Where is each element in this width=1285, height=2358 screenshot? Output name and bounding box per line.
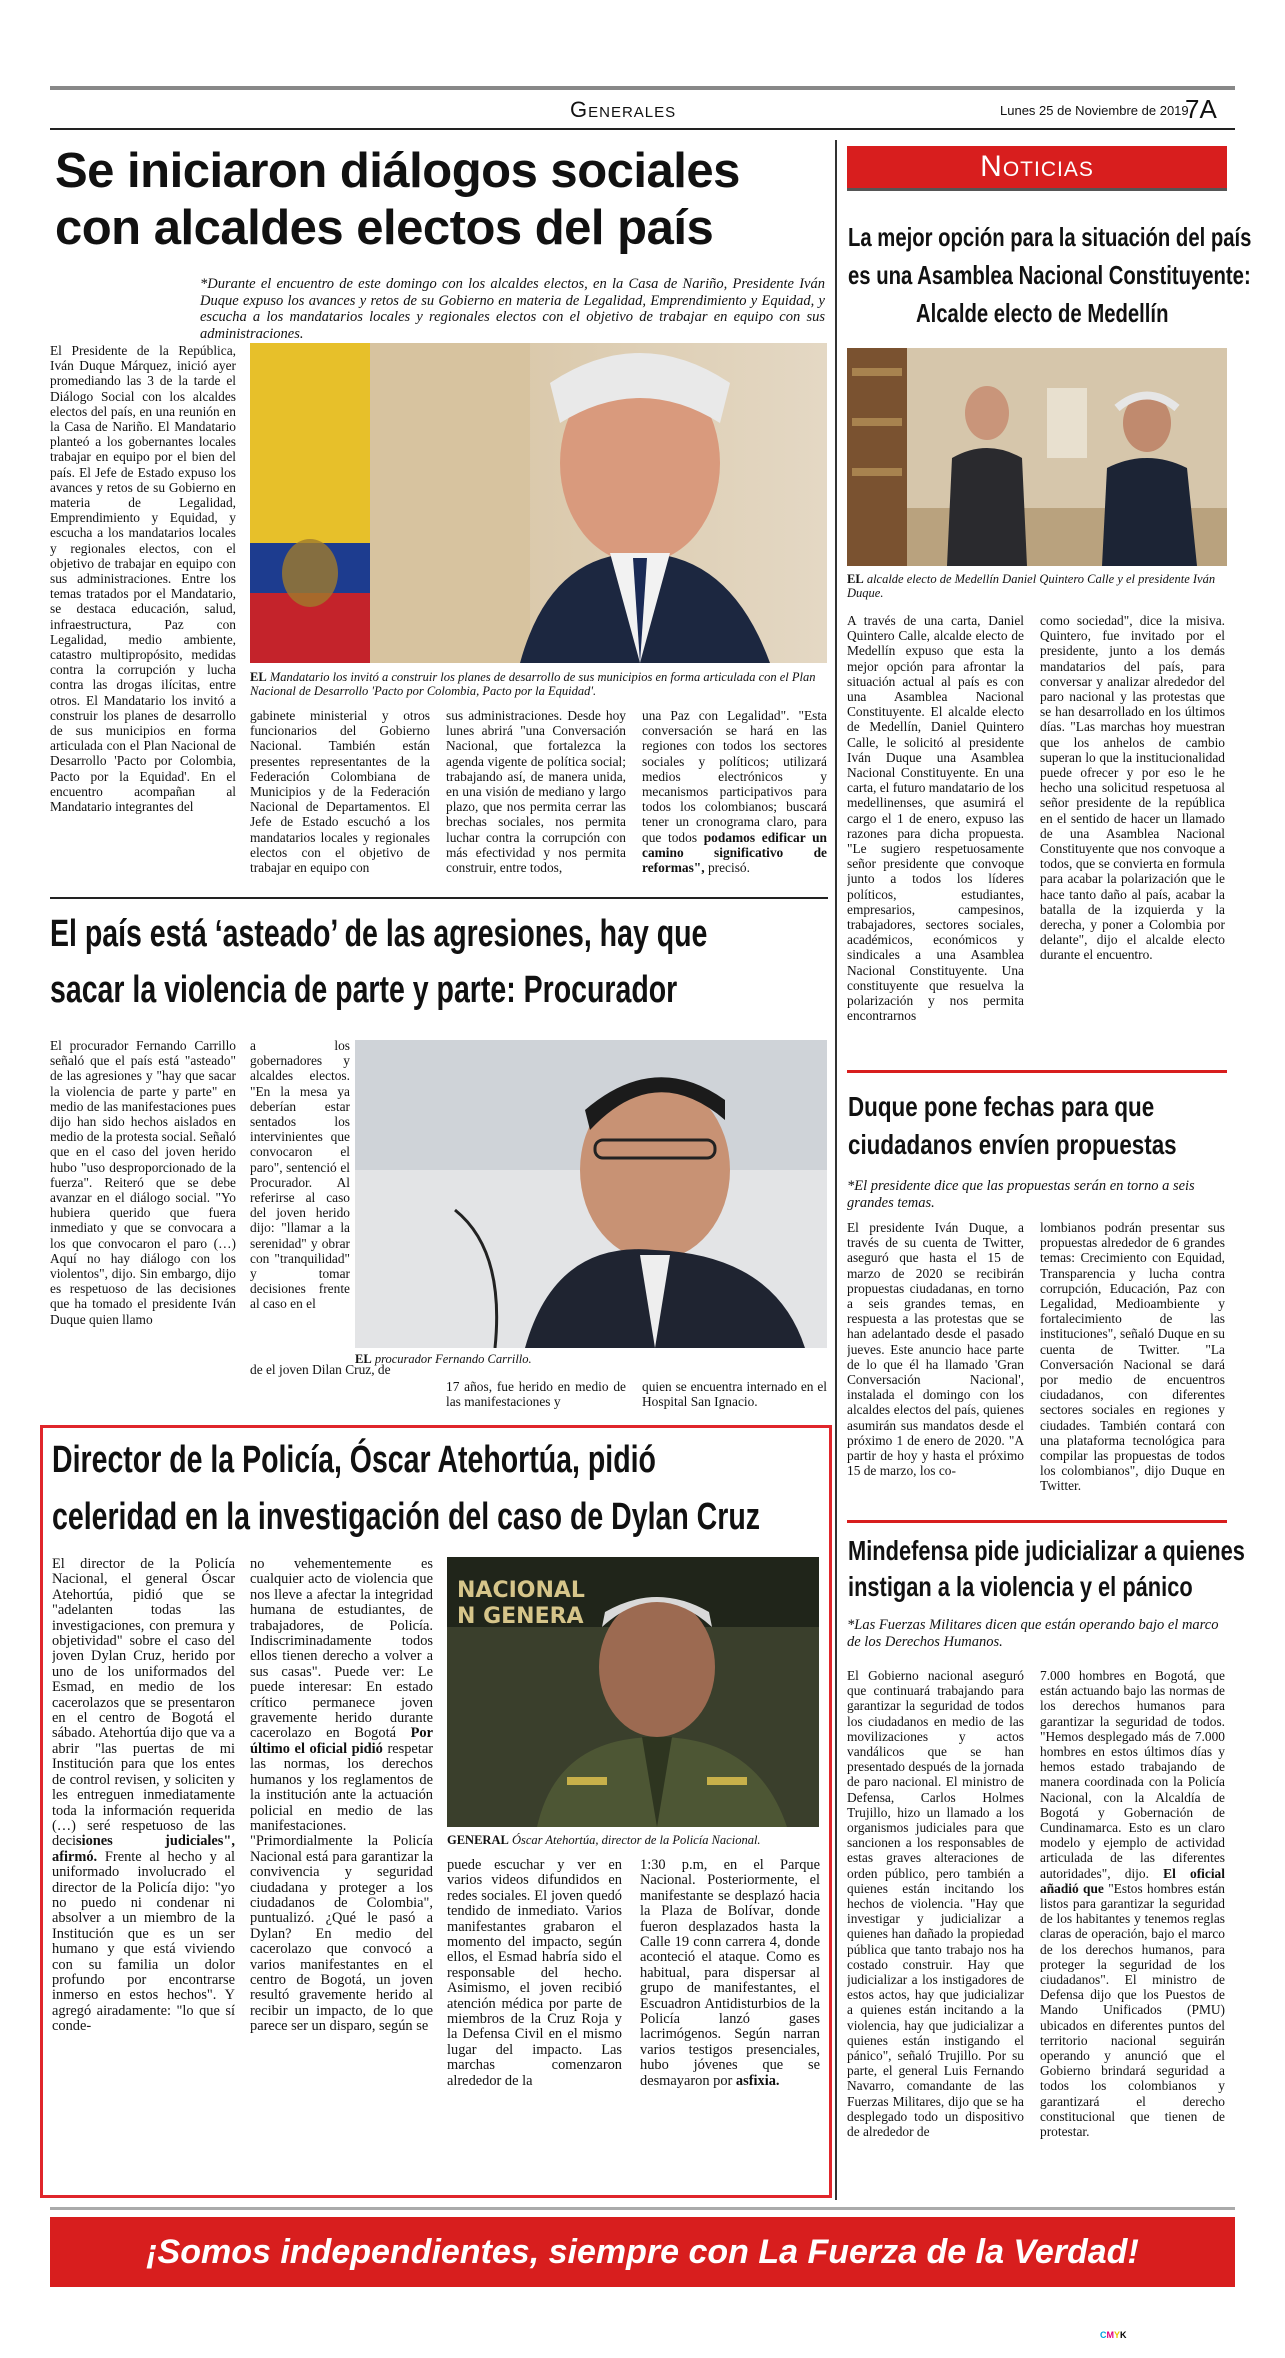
article1-photo bbox=[250, 343, 827, 663]
slogan-text: ¡Somos independientes, siempre con La Fuerza de la Verdad! bbox=[146, 2233, 1139, 2271]
article3-col4: 1:30 p.m, en el Parque Nacional. Posteriormente, el manifestante se desplazó hacia la Plaza de Bolívar, donde fueron desplazados hasta la Calle 19 conn carrera 4, donde aconteció el ataque. Como es habitual, para dispersar al grupo de manifestantes, el Escuadron Antidisturbios de la Policía lanzó gases lacrimógenos. Según narran varios testigos presenciales, hubo jóvenes que se desmayaron por asfixia. bbox=[640, 1858, 820, 2089]
article3-col3: puede escuchar y ver en varios videos difundidos en redes sociales. El joven quedó tendido de inmediato. Varios manifestantes grabaron el momento del impacto, según ellos, el Esmad habría sido el responsable del hecho. Asimismo, el joven recibió atención médica por parte de miembros de la Cruz Roja y la Defensa Civil en el mismo lugar del impacto. Las marchas comenzaron alrededor de la bbox=[447, 1858, 622, 2089]
article1-title-line2: con alcaldes electos del país bbox=[55, 201, 714, 255]
article2-col3: 17 años, fue herido en medio de las manifestaciones y bbox=[446, 1379, 626, 1410]
article1-col3: sus administraciones. Desde hoy lunes abrirá "una Conversación Nacional, que fortalezca la agenda vigente de política social; trabajando así, de manera unida, en una visión de mediano y largo plazo, que nos permita cerrar las brechas sociales, nos permita luchar contra la corrupción con más efectividad y nos permita construir, entre todos, bbox=[446, 708, 626, 876]
side1-caption: EL alcalde electo de Medellín Daniel Quintero Calle y el presidente Iván Duque. bbox=[847, 572, 1216, 600]
article2-title-line1: El país está ‘asteado’ de las agresiones, hay que bbox=[50, 913, 708, 955]
header-rule bbox=[50, 128, 1235, 130]
side3-title-line1: Mindefensa pide judicializar a quienes bbox=[848, 1535, 1245, 1566]
cmyk-mark: CMYK bbox=[1100, 2330, 1127, 2340]
noticias-label: Noticias bbox=[980, 150, 1094, 183]
background-sign-text-1: NACIONAL bbox=[457, 1578, 585, 1603]
article1-title-line1: Se iniciaron diálogos sociales bbox=[55, 144, 740, 198]
side1-col1: A través de una carta, Daniel Quintero Calle, alcalde electo de Medellín expuso que esta la mejor opción para afrontar la situación actual al país es con una Asamblea Nacional Constituyente. El alcalde electo de Medellín, Daniel Quintero Calle, le solicitó al presidente Iván Duque una Asamblea Nacional Constituyente. En una carta, el futuro mandatario de los medellinenses, que asumirá el cargo el 1 de enero, expuso las razones para dicha propuesta. "Le sugiero respetuosamente señor presidente que convoque junto a todos los líderes políticos, estudiantes, empresarios, campesinos, trabajadores, sectores sociales, académicos, económicos y sindicales a una Asamblea Nacional Constituyente. Una constituyente que resuelva la polarización y nos permita encontrarnos bbox=[847, 613, 1024, 1024]
side3-title-line2: instigan a la violencia y el pánico bbox=[848, 1571, 1193, 1602]
side1-title-line1: La mejor opción para la situación del país bbox=[848, 222, 1252, 252]
article3-col1: El director de la Policía Nacional, el general Óscar Atehortúa, pidió que se "adelanten todas las investigaciones, con premura y objetividad" sobre el caso del joven Dylan Cruz, herido por uno de los uniformados del Esmad, en medio de los cacerolazos que se presentaron en el centro de Bogotá el sábado. Atehortúa dijo que va a abrir "las puertas de mi Institución para que los entes de control revisen, y soliciten y les entreguen inmediatamente toda la información requerida (…) seré respetuoso de las decisiones judiciales", afirmó. Frente al hecho y al uniformado involucrado el director de la Policía dijo: "yo no puedo ni condenar ni absolver a un miembro de la Institución que es un ser humano y que está viviendo con su familia un dolor profundo por encontrarse inmerso en estos hechos". Y agregó airadamente: "lo que sí conde- bbox=[52, 1557, 235, 2035]
article1-col2: gabinete ministerial y otros funcionarios del Gobierno Nacional. También están presentes representantes de la Federación Colombiana de Municipios y de la Federación Nacional de Departamentos. El Jefe de Estado escuchó a los mandatarios locales y regionales electos con el objetivo de trabajar en equipo con bbox=[250, 708, 430, 876]
article1-bottom-rule bbox=[50, 897, 828, 899]
side3-lead: *Las Fuerzas Militares dicen que están operando bajo el marco de los Derechos Humanos. bbox=[847, 1617, 1219, 1650]
article2-col1: El procurador Fernando Carrillo señaló que el país está "asteado" de las agresiones y "hay que sacar la violencia de parte y parte" en medio de las manifestaciones pues dijo han sido hechos aislados en medio de la protesta social. Señaló que en el caso del joven herido hubo "uso desproporcionado de la fuerza". Reiteró que se debe avanzar en el diálogo social. "Yo hubiera querido que fuera inmediato y que se convocara a los que convocaron el paro (…) Aquí no hay diálogo con los violentos", dijo. Sin embargo, dijo es respetuoso de las decisiones que ha tomado el presidente Iván Duque quien llamo bbox=[50, 1038, 236, 1327]
side2-lead: *El presidente dice que las propuestas serán en torno a seis grandes temas. bbox=[847, 1178, 1195, 1211]
side1-title-line3: Alcalde electo de Medellín bbox=[916, 298, 1169, 328]
footer-top-rule bbox=[50, 2207, 1235, 2210]
side2-title-line1: Duque pone fechas para que bbox=[848, 1091, 1155, 1122]
article2-title-line2: sacar la violencia de parte y parte: Procurador bbox=[50, 969, 678, 1011]
slogan-banner bbox=[50, 2217, 1235, 2287]
article3-title-line1: Director de la Policía, Óscar Atehortúa, pidió bbox=[52, 1439, 656, 1481]
general-photo-illustration bbox=[447, 1557, 819, 1827]
noticias-banner bbox=[847, 146, 1227, 191]
article2-photo bbox=[355, 1040, 827, 1348]
side2-col2: lombianos podrán presentar sus propuestas alrededor de 6 grandes temas: Crecimiento con Equidad, Transparencia y lucha contra corrupción, Educación, Paz con Legalidad, Medioambiente y fortalecimiento de las instituciones", señaló Duque en su cuenta de Twitter. "La Conversación Nacional se dará por medio de encuentros ciudadanos, con diferentes sectores sociales en regiones y ciudades. También contará con una plataforma tecnológica para compilar las propuestas de todos los colombianos", dijo Duque en Twitter. bbox=[1040, 1220, 1225, 1494]
top-rule bbox=[50, 86, 1235, 90]
side1-col2: como sociedad", dice la misiva. Quintero, fue invitado por el presidente, junto a los demás mandatarios del país, para conversar y analizar alrededor del paro nacional y las protestas que se han desarrollado en los últimos días. "Las marchas hoy muestran que los anhelos de cambio superan lo que la institucionalidad puede ofrecer y por eso le he hecho una solicitud respetuosa al señor presidente de la república en el sentido de hacer un llamado de una Asamblea Nacional Constituyente que nos convoque a todos, que se convierta en formula para acabar la polarización que le hace tanto daño al país, acabar la batalla de la izquierda y la derecha, y poner a Colombia por delante", dijo el alcalde electo durante el encuentro. bbox=[1040, 613, 1225, 963]
article2-col2: a los gobernadores y alcaldes electos. "En la mesa ya deberían estar sentados los intervinientes que convocaron el paro", sentenció el Procurador. Al referirse al caso del joven herido dijo: "llamar a la serenidad" y obrar con "tranquilidad" y tomar decisiones frente al caso en el bbox=[250, 1038, 350, 1312]
article2-caption: EL procurador Fernando Carrillo. bbox=[355, 1352, 532, 1366]
side1-photo bbox=[847, 348, 1227, 566]
article3-photo bbox=[447, 1557, 819, 1827]
article2-col4: quien se encuentra internado en el Hospital San Ignacio. bbox=[642, 1379, 827, 1410]
procurador-photo-illustration bbox=[355, 1040, 827, 1348]
background-sign-text-2: N GENERA bbox=[457, 1604, 584, 1629]
article3-caption: GENERAL Óscar Atehortúa, director de la Policía Nacional. bbox=[447, 1833, 761, 1847]
section-header: Generales bbox=[570, 97, 677, 122]
side1-bottom-rule bbox=[847, 1070, 1227, 1073]
article1-col1: El Presidente de la República, Iván Duque Márquez, inició ayer promediando las 3 de la tarde el Diálogo Social con los alcaldes electos del país, en una reunión en la Casa de Nariño. El Mandatario planteó a los gobernantes locales trabajar en equipo por el bien del país. El Jefe de Estado expuso los avances y retos de su Gobierno en materia de Legalidad, Emprendimiento y Equidad, y escucha a los mandatarios locales y regionales electos, con el objetivo de trabajar en equipo con sus administraciones. Entre los temas tratados por el Mandatario, se destaca educación, salud, infraestructura, Paz con Legalidad, medio ambiente, catastro multipropósito, medidas contra la corrupción y lucha contra las drogas ilícitas, entre otros. El Mandatario los invitó a construir los planes de desarrollo de sus municipios en forma articulada con el Plan Nacional de Desarrollo 'Pacto por Colombia, Pacto por la Equidad'. En el encuentro acompañan al Mandatario integrantes del bbox=[50, 343, 236, 815]
column-divider bbox=[835, 140, 837, 2200]
side1-title-line2: es una Asamblea Nacional Constituyente: bbox=[848, 260, 1251, 290]
side2-bottom-rule bbox=[847, 1520, 1227, 1523]
duque-photo-illustration bbox=[250, 343, 827, 663]
meeting-photo-illustration bbox=[847, 348, 1227, 566]
page-date: Lunes 25 de Noviembre de 2019 bbox=[1000, 103, 1189, 118]
side3-col2: 7.000 hombres en Bogotá, que están actuando bajo las normas de los derechos humanos para garantizar la seguridad de todos. "Hemos desplegado más de 7.000 hombres en estos últimos días y hemos estado trabajando de manera coordinada con la Policía Nacional, con la Alcaldía de Bogotá y Gobernación de Cundinamarca. Esto es un claro modelo y ejemplo de actividad articulada de las diferentes autoridades", dijo. El oficial añadió que "Estos hombres están listos para garantizar la seguridad de los habitantes y tenemos reglas claras de operación, bajo el marco de los derechos humanos, para proteger la seguridad de los ciudadanos". El ministro de Defensa dijo que los Puestos de Mando Unificados (PMU) ubicados en diferentes puntos del territorio nacional seguirán operando y anunció que el Gobierno brindará seguridad a todos los colombianos y garantizará el derecho constitucional que tienen de protestar. bbox=[1040, 1668, 1225, 2140]
article2-col2-end: de el joven Dilan Cruz, de bbox=[250, 1362, 391, 1377]
article1-caption: EL Mandatario los invitó a construir los planes de desarrollo de sus municipios en forma articulada con el Plan Nacional de Desarrollo 'Pacto por Colombia, Pacto por la Equidad'. bbox=[250, 670, 816, 698]
side2-col1: El presidente Iván Duque, a través de su cuenta de Twitter, aseguró que hasta el 15 de marzo de 2020 se recibirán propuestas ciudadanas, en torno a seis grandes temas, en respuesta a las protestas que se han adelantado desde el pasado jueves. Este anuncio hace parte de lo que él ha llamado 'Gran Conversación Nacional', instalada el domingo con los alcaldes electos del país, quienes asumirán sus mandatos desde el próximo 1 de enero de 2020. "A partir de hoy y hasta el próximo 15 de marzo, los co- bbox=[847, 1220, 1024, 1479]
page-number: 7A bbox=[1185, 94, 1217, 124]
article3-title-line2: celeridad en la investigación del caso de Dylan Cruz bbox=[52, 1496, 760, 1538]
side3-col1: El Gobierno nacional aseguró que continuará trabajando para garantizar la seguridad de todos los ciudadanos en medio de las movilizaciones y actos vandálicos que se han presentado después de la jornada de paro nacional. El ministro de Defensa, Carlos Holmes Trujillo, hizo un llamado a los organismos judiciales para que sancionen a los responsables de estas graves alteraciones de orden público, pero también a quienes están incitando los hechos de violencia. "Hay que investigar y judicializar a quienes han dañado la propiedad pública que tanto trabajo nos ha costado construir. Hay que judicializar a los instigadores de estos actos, hay que judicializar a quienes están incitando a la violencia, hay que judicializar a quienes están instigando el pánico", señaló Trujillo. Por su parte, el general Luis Fernando Navarro, comandante de las Fuerzas Militares, dijo que se ha desplegado todo un dispositivo de alrededor de bbox=[847, 1668, 1024, 2140]
article3-col2: no vehementemente es cualquier acto de violencia que nos lleve a afectar la integridad humana de estudiantes, de trabajadores, de Policía. Indiscriminadamente todos ellos tienen derecho a volver a sus casas". Puede ver: Le puede interesar: En estado crítico permanece joven gravemente herido durante cacerolazo en Bogotá Por último el oficial pidió respetar las normas, los derechos humanos y los reglamentos de la institución ante la actuación policial en medio de las manifestaciones. "Primordialmente la Policía Nacional está para garantizar la convivencia y seguridad ciudadana y proteger a los ciudadanos de Colombia", puntualizó. ¿Qué le pasó a Dylan? En medio del cacerolazo que convocó a varios manifestantes en el centro de Bogotá, un joven resultó gravemente herido al recibir un impacto, de lo que parece ser un disparo, según se bbox=[250, 1557, 433, 2035]
side2-title-line2: ciudadanos envíen propuestas bbox=[848, 1129, 1177, 1160]
article1-col4: una Paz con Legalidad". "Esta conversación se hará en las regiones con todos los sectores sociales y políticos; utilizará medios electrónicos y mecanismos participativos para todos los colombianos; buscará tener un cronograma claro, para que todos podamos edificar un camino significativo de reformas", precisó. bbox=[642, 708, 827, 876]
article1-lead: *Durante el encuentro de este domingo con los alcaldes electos, en la Casa de Nariño, Presidente Iván Duque expuso los avances y retos de su Gobierno en materia de Legalidad, Emprendimiento y Equidad, y escucha a los mandatarios locales y regionales electos con el objetivo de trabajar en equipo con sus administraciones. bbox=[200, 276, 825, 342]
